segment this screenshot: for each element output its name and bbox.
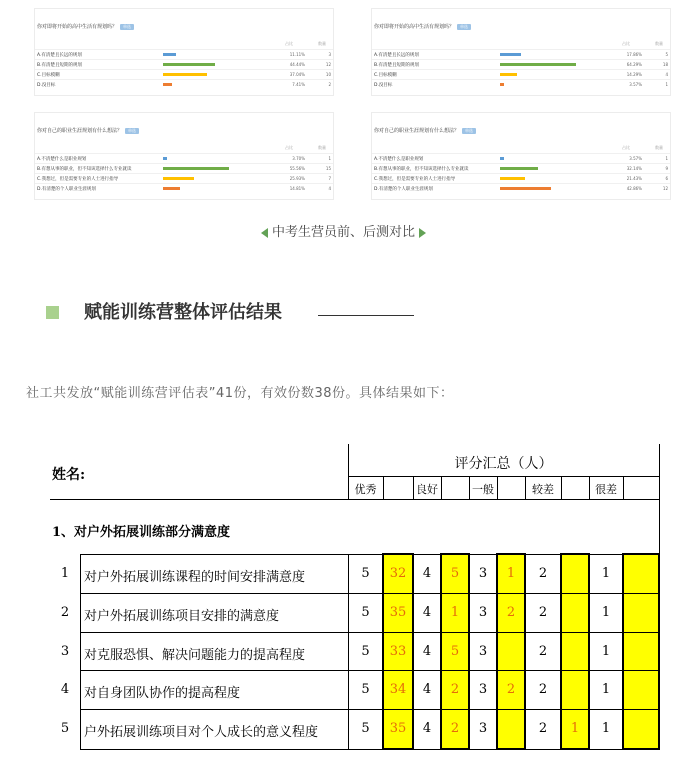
grid-line xyxy=(659,444,660,499)
option-count: 3 xyxy=(328,52,331,57)
grid-line xyxy=(80,554,659,555)
score-cell: 2 xyxy=(538,721,548,736)
col-header-count: 数量 xyxy=(655,145,663,150)
grid-line xyxy=(348,444,349,499)
name-label: 姓名: xyxy=(52,467,86,483)
row-criterion: 户外拓展训练项目对个人成长的意义程度 xyxy=(84,725,319,740)
option-percent: 3.57% xyxy=(629,82,642,87)
survey-panel xyxy=(371,112,671,200)
option-label: D.有清楚的个人职业生涯规划 xyxy=(37,187,96,192)
count-cell: 1 xyxy=(570,721,580,736)
grid-line xyxy=(623,554,624,749)
survey-option-row xyxy=(35,59,333,69)
count-cell: 35 xyxy=(389,721,407,736)
score-cell: 4 xyxy=(422,605,432,620)
score-cell: 3 xyxy=(478,644,488,659)
survey-question xyxy=(37,23,134,30)
survey-option-row xyxy=(372,153,670,163)
col-header-percent: 占比 xyxy=(285,145,293,150)
survey-option-row xyxy=(372,183,670,193)
score-cell: 5 xyxy=(361,605,370,620)
grid-line xyxy=(80,593,659,594)
count-cell: 2 xyxy=(450,721,460,736)
count-cell: 2 xyxy=(450,682,460,697)
survey-question-text: 你对自己的职业生涯规划有什么想法？ xyxy=(374,128,460,134)
count-cell: 5 xyxy=(450,644,460,659)
option-percent: 42.86% xyxy=(626,186,642,191)
option-label: D.没目标 xyxy=(37,83,56,88)
option-bar xyxy=(163,167,229,170)
survey-option-row xyxy=(35,79,333,89)
grid-line xyxy=(80,749,659,750)
option-count: 1 xyxy=(665,82,668,87)
triangle-left-icon xyxy=(261,228,268,238)
option-percent: 44.44% xyxy=(289,62,305,67)
count-cell: 2 xyxy=(506,682,516,697)
section-label: 1、对户外拓展训练部分满意度 xyxy=(52,525,231,540)
row-number: 2 xyxy=(60,605,70,620)
grid-line xyxy=(50,499,659,500)
score-cell: 4 xyxy=(422,682,432,697)
row-criterion: 对克服恐惧、解决问题能力的提高程度 xyxy=(84,648,306,663)
option-count: 15 xyxy=(325,166,331,171)
option-label: C.目标模糊 xyxy=(374,73,397,78)
question-type-badge: 单选 xyxy=(457,24,471,30)
triangle-right-icon xyxy=(419,228,426,238)
survey-option-row xyxy=(372,49,670,59)
option-percent: 64.29% xyxy=(626,62,642,67)
count-cell: 35 xyxy=(389,605,407,620)
row-number: 4 xyxy=(60,682,70,697)
option-bar xyxy=(163,83,172,86)
survey-option-row xyxy=(35,153,333,163)
row-number: 3 xyxy=(60,644,70,659)
score-cell: 2 xyxy=(538,566,548,581)
count-cell: 1 xyxy=(450,605,460,620)
option-label: C.我想过，但是需要专业的人士进行指导 xyxy=(37,177,119,182)
survey-question-text: 你对即将开始的高中生活有规划吗？ xyxy=(37,24,118,30)
option-label: C.目标模糊 xyxy=(37,73,60,78)
score-cell: 1 xyxy=(601,566,611,581)
score-cell: 1 xyxy=(601,682,611,697)
option-bar xyxy=(500,73,517,76)
option-label: D.没目标 xyxy=(374,83,393,88)
survey-option-row xyxy=(35,69,333,79)
col-header-count: 数量 xyxy=(318,41,326,46)
survey-question xyxy=(37,127,139,134)
survey-panel xyxy=(34,8,334,96)
grid-line xyxy=(348,476,659,477)
option-bar xyxy=(500,63,576,66)
option-count: 5 xyxy=(665,52,668,57)
score-cell: 3 xyxy=(478,605,488,620)
level-label: 较差 xyxy=(532,483,554,496)
option-bar xyxy=(163,177,194,180)
score-cell: 1 xyxy=(601,644,611,659)
option-bar xyxy=(163,53,176,56)
grid-line xyxy=(589,476,590,499)
survey-option-row xyxy=(372,69,670,79)
survey-panel xyxy=(371,8,671,96)
grid-line xyxy=(659,554,660,749)
grid-line xyxy=(80,709,659,710)
option-bar xyxy=(163,187,180,190)
option-bar xyxy=(500,187,551,190)
highlight-box xyxy=(622,553,660,750)
col-header-percent: 占比 xyxy=(622,41,630,46)
row-number: 1 xyxy=(60,566,70,581)
grid-line xyxy=(497,554,498,749)
option-percent: 32.14% xyxy=(626,166,642,171)
section-title: 赋能训练营整体评估结果 xyxy=(84,302,282,323)
score-cell: 3 xyxy=(478,566,488,581)
survey-option-row xyxy=(372,59,670,69)
survey-option-row xyxy=(372,173,670,183)
score-cell: 4 xyxy=(422,566,432,581)
section-heading xyxy=(46,298,446,322)
count-cell: 34 xyxy=(389,682,407,697)
option-count: 6 xyxy=(665,176,668,181)
count-cell: 32 xyxy=(389,566,407,581)
score-cell: 5 xyxy=(361,644,370,659)
option-bar xyxy=(163,73,207,76)
level-label: 很差 xyxy=(595,483,617,496)
score-cell: 1 xyxy=(601,721,611,736)
option-bar xyxy=(163,157,167,160)
col-header-count: 数量 xyxy=(318,145,326,150)
option-percent: 55.56% xyxy=(289,166,305,171)
option-label: B.有清楚且短期的规划 xyxy=(374,63,420,68)
score-cell: 4 xyxy=(422,644,432,659)
option-percent: 37.04% xyxy=(289,72,305,77)
question-type-badge: 单选 xyxy=(120,24,134,30)
col-header-percent: 占比 xyxy=(285,41,293,46)
option-percent: 11.11% xyxy=(289,52,305,57)
summary-header: 评分汇总（人） xyxy=(454,456,553,472)
caption-text: 中考生营员前、后测对比 xyxy=(271,225,415,240)
option-label: B.有想从事的职业，但不知该选择什么专业就读 xyxy=(37,167,132,172)
survey-option-row xyxy=(35,49,333,59)
survey-option-row xyxy=(35,173,333,183)
score-cell: 5 xyxy=(361,566,370,581)
grid-line xyxy=(80,554,81,749)
option-count: 10 xyxy=(325,72,331,77)
image-caption xyxy=(0,221,687,240)
option-bar xyxy=(500,167,538,170)
grid-line xyxy=(561,476,562,499)
option-label: A.有清楚且长远的规划 xyxy=(37,53,82,58)
count-cell: 33 xyxy=(389,644,407,659)
option-percent: 3.57% xyxy=(629,156,642,161)
option-bar xyxy=(500,83,504,86)
question-type-badge: 单选 xyxy=(125,128,139,134)
score-cell: 1 xyxy=(601,605,611,620)
grid-line xyxy=(469,476,470,499)
count-cell: 5 xyxy=(450,566,460,581)
survey-panel xyxy=(34,112,334,200)
survey-option-row xyxy=(372,163,670,173)
option-label: B.有清楚且短期的规划 xyxy=(37,63,83,68)
row-criterion: 对自身团队协作的提高程度 xyxy=(84,686,241,701)
option-label: A.有清楚且长远的规划 xyxy=(374,53,419,58)
score-cell: 2 xyxy=(538,605,548,620)
grid-line xyxy=(80,632,659,633)
option-count: 9 xyxy=(665,166,668,171)
highlight-box xyxy=(496,553,526,750)
row-criterion: 对户外拓展训练项目安排的满意度 xyxy=(84,609,280,624)
option-percent: 21.43% xyxy=(626,176,642,181)
option-bar xyxy=(500,177,525,180)
evaluation-sheet xyxy=(50,444,662,763)
level-label: 优秀 xyxy=(354,483,377,496)
option-percent: 17.86% xyxy=(626,52,642,57)
row-number: 5 xyxy=(60,721,70,736)
option-label: C.我想过，但是需要专业的人士进行指导 xyxy=(374,177,456,182)
grid-line xyxy=(441,476,442,499)
grid-line xyxy=(383,476,384,499)
option-label: D.有清楚的个人职业生涯规划 xyxy=(374,187,433,192)
question-type-badge: 单选 xyxy=(462,128,476,134)
level-label: 一般 xyxy=(472,483,494,496)
option-count: 7 xyxy=(328,176,331,181)
score-cell: 2 xyxy=(538,682,548,697)
option-count: 1 xyxy=(328,156,331,161)
survey-option-row xyxy=(35,163,333,173)
row-criterion: 对户外拓展训练课程的时间安排满意度 xyxy=(84,570,306,585)
level-label: 良好 xyxy=(416,483,438,496)
survey-question xyxy=(374,23,471,30)
score-cell: 5 xyxy=(361,721,370,736)
grid-line xyxy=(413,476,414,499)
option-label: B.有想从事的职业，但不知该选择什么专业就读 xyxy=(374,167,469,172)
survey-option-row xyxy=(35,183,333,193)
option-count: 4 xyxy=(328,186,331,191)
score-cell: 4 xyxy=(422,721,432,736)
result-paragraph: 社工共发放“赋能训练营评估表”41份，有效份数38份。具体结果如下： xyxy=(26,386,454,401)
option-percent: 7.41% xyxy=(292,82,305,87)
grid-line xyxy=(497,476,498,499)
score-cell: 2 xyxy=(538,644,548,659)
col-header-count: 数量 xyxy=(655,41,663,46)
option-count: 12 xyxy=(325,62,331,67)
count-cell: 2 xyxy=(506,605,516,620)
green-square-icon xyxy=(46,306,59,319)
score-cell: 5 xyxy=(361,682,370,697)
option-percent: 14.81% xyxy=(289,186,305,191)
score-cell: 3 xyxy=(478,682,488,697)
option-bar xyxy=(500,157,504,160)
option-percent: 14.29% xyxy=(626,72,642,77)
option-count: 18 xyxy=(662,62,668,67)
option-count: 4 xyxy=(665,72,668,77)
score-cell: 3 xyxy=(478,721,488,736)
option-count: 12 xyxy=(662,186,668,191)
grid-line xyxy=(80,670,659,671)
option-bar xyxy=(500,53,521,56)
heading-underline xyxy=(318,315,414,316)
grid-line xyxy=(561,554,562,749)
grid-line xyxy=(623,476,624,499)
option-count: 2 xyxy=(328,82,331,87)
survey-question-text: 你对即将开始的高中生活有规划吗？ xyxy=(374,24,455,30)
survey-question xyxy=(374,127,476,134)
option-percent: 25.93% xyxy=(289,176,305,181)
survey-option-row xyxy=(372,79,670,89)
option-count: 1 xyxy=(665,156,668,161)
option-label: A.不清楚什么是职业规划 xyxy=(37,157,87,162)
option-percent: 3.70% xyxy=(292,156,305,161)
count-cell: 1 xyxy=(506,566,516,581)
grid-line xyxy=(525,476,526,499)
col-header-percent: 占比 xyxy=(622,145,630,150)
survey-question-text: 你对自己的职业生涯规划有什么想法？ xyxy=(37,128,123,134)
option-label: A.不清楚什么是职业规划 xyxy=(374,157,424,162)
option-bar xyxy=(163,63,215,66)
